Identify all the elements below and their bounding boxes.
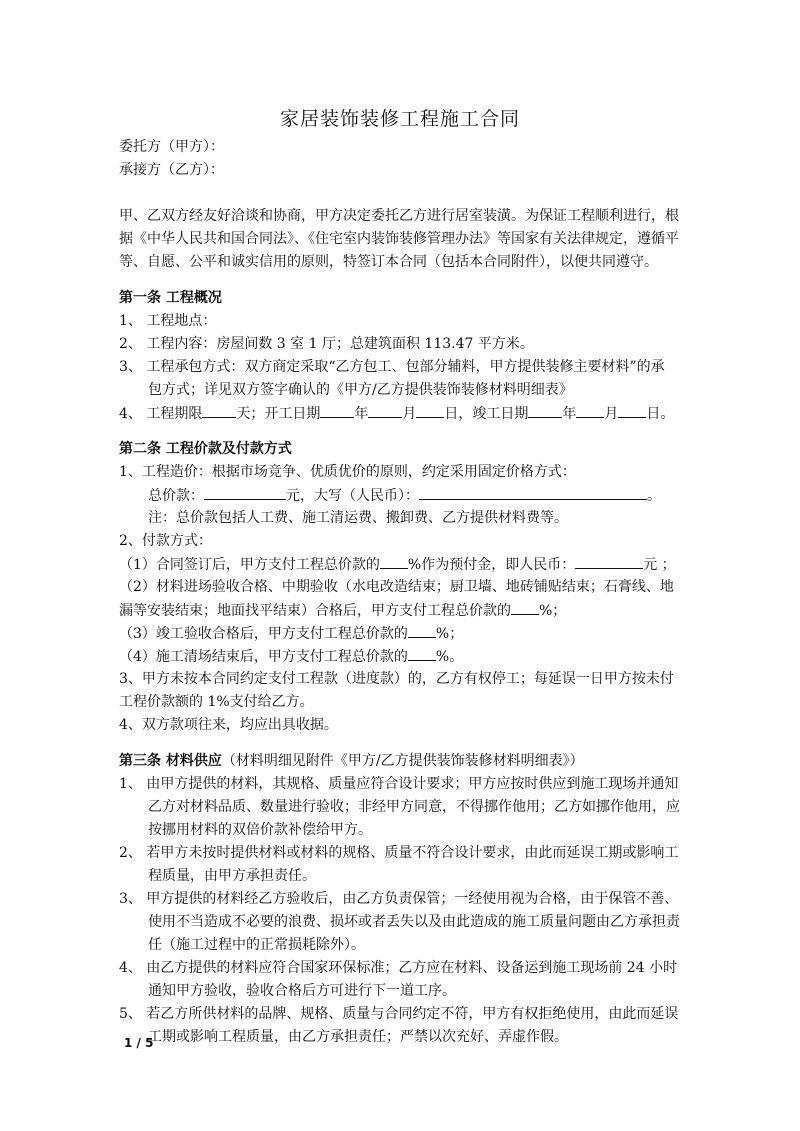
blank-field — [320, 403, 354, 418]
article-2-item-3: 3、甲方未按本合同约定支付工程款（进度款）的，乙方有权停工；每延误一日甲方按未付 — [119, 671, 674, 687]
article-1-item-3: 3、 工程承包方式：双方商定采取“乙方包工、包部分辅料，甲方提供装修主要材料”的承 — [119, 359, 665, 375]
payment-3 — [119, 623, 463, 644]
text: 年 — [354, 406, 369, 422]
article-3-heading: 第三条 材料供应 — [119, 753, 222, 769]
blank-field — [408, 646, 436, 661]
article-3-item-1-cont2: 按挪用材料的双倍价款补偿给甲方。 — [148, 822, 372, 838]
blank-field — [202, 403, 236, 418]
article-3-item-4: 4、 由乙方提供的材料应符合国家环保标准；乙方应在材料、设备运到施工现场前 24 小时 — [119, 960, 678, 976]
blank-field — [576, 403, 604, 418]
text: （3）竣工验收合格后，甲方支付工程总价款的 — [119, 626, 408, 642]
text: 漏等安装结束；地面找平结束）合格后，甲方支付工程总价款的 — [119, 603, 511, 619]
article-2-item-2: 2、付款方式： — [119, 533, 212, 549]
article-2-item-3-cont: 工程价款额的 1%支付给乙方。 — [119, 694, 314, 710]
payment-2: （2）材料进场验收合格、中期验收（水电改造结束；厨卫墙、地砖铺贴结束；石膏线、地 — [119, 579, 674, 595]
text: 年 — [562, 406, 577, 422]
article-3-item-3-cont2: 任（施工过程中的正常损耗除外）。 — [148, 937, 365, 953]
article-3-item-3: 3、 甲方提供的材料经乙方验收后，由乙方负责保管；一经使用视为合格，由于保管不善、 — [119, 891, 679, 907]
article-2-heading: 第二条 工程价款及付款方式 — [119, 441, 292, 457]
intro-line-1: 甲、乙双方经友好洽谈和协商，甲方决定委托乙方进行居室装潢。为保证工程顺利进行，根 — [119, 208, 679, 224]
article-3-item-1-cont: 乙方对材料品质、数量进行验收；非经甲方同意，不得挪作他用；乙方如挪作他用，应 — [148, 799, 680, 815]
article-3-item-2-cont: 程质量，由甲方承担责任。 — [148, 868, 316, 884]
blank-field — [528, 403, 562, 418]
text: %作为预付金，即人民币： — [407, 557, 576, 573]
blank-field — [204, 485, 286, 500]
article-1-item-1: 1、 工程地点： — [119, 313, 217, 329]
blank-field — [368, 403, 402, 418]
payment-2-cont — [119, 600, 566, 621]
article-3-item-5: 5、 若乙方所供材料的品牌、规格、质量与合同约定不符，甲方有权拒绝使用，由此而延误 — [119, 1006, 679, 1022]
article-1-heading: 第一条 工程概况 — [119, 290, 222, 306]
text: %； — [539, 603, 567, 619]
text: 4、 工程期限 — [119, 406, 203, 422]
text: 总价款： — [148, 488, 204, 504]
blank-field — [419, 485, 647, 500]
text: 日。 — [646, 406, 675, 422]
text: 月 — [604, 406, 619, 422]
article-1-item-4 — [119, 403, 674, 424]
article-3-item-5-cont: 工期或影响工程质量，由乙方承担责任；严禁以次充好、弄虚作假。 — [148, 1029, 568, 1045]
page-number: 1 / 5 — [124, 1036, 154, 1050]
article-3-heading-note: （材料明细见附件《甲方/乙方提供装饰装修材料明细表》） — [221, 753, 584, 769]
text: 元，大写（人民币）： — [286, 488, 419, 504]
article-3-heading-line — [119, 751, 584, 771]
text: 日，竣工日期 — [444, 406, 529, 422]
blank-field — [408, 623, 436, 638]
article-3-item-1: 1、 由甲方提供的材料，其规格、质量应符合设计要求；甲方应按时供应到施工现场并通知 — [119, 776, 679, 792]
payment-1 — [119, 554, 676, 575]
text: 天；开工日期 — [236, 406, 321, 422]
text: （1）合同签订后，甲方支付工程总价款的 — [119, 557, 380, 573]
article-1-item-3-cont: 包方式；详见双方签字确认的《甲方/乙方提供装饰装修材料明细表》 — [148, 382, 573, 398]
blank-field — [380, 554, 408, 569]
blank-field — [416, 403, 444, 418]
document-title: 家居装饰装修工程施工合同 — [279, 108, 520, 130]
total-price-line — [148, 485, 661, 506]
payment-4 — [119, 646, 463, 667]
blank-field — [618, 403, 646, 418]
blank-field — [575, 554, 643, 569]
text: 月 — [402, 406, 417, 422]
intro-line-2: 据《中华人民共和国合同法》、《住宅室内装饰装修管理办法》等国家有关法律规定，遵循平 — [119, 231, 679, 247]
article-3-item-2: 2、 若甲方未按时提供材料或材料的规格、质量不符合设计要求，由此而延误工期或影响工 — [119, 845, 679, 861]
price-note: 注：总价款包括人工费、施工清运费、搬卸费、乙方提供材料费等。 — [148, 510, 568, 526]
article-3-item-4-cont: 通知甲方验收，验收合格后方可进行下一道工序。 — [148, 983, 456, 999]
text: %； — [435, 626, 464, 642]
article-2-item-4: 4、双方款项往来，均应出具收据。 — [119, 717, 338, 733]
text: %。 — [435, 649, 464, 665]
intro-line-3: 等、自愿、公平和诚实信用的原则，特签订本合同（包括本合同附件），以便共同遵守。 — [119, 254, 658, 270]
text: 元 ； — [643, 557, 676, 573]
article-1-item-2: 2、 工程内容：房屋间数 3 室 1 厅；总建筑面积 113.47 平方米。 — [119, 336, 534, 352]
text: （4）施工清场结束后，甲方支付工程总价款的 — [119, 649, 408, 665]
blank-field — [511, 600, 539, 615]
text: 。 — [647, 488, 661, 504]
party-b-line: 承接方（乙方）： — [119, 162, 224, 178]
party-a-line: 委托方（甲方）： — [119, 139, 224, 155]
article-2-item-1: 1、工程造价：根据市场竞争、优质优价的原则，约定采用固定价格方式： — [119, 464, 576, 480]
article-3-item-3-cont: 使用不当造成不必要的浪费、损坏或者丢失以及由此造成的施工质量问题由乙方承担责 — [148, 914, 680, 930]
